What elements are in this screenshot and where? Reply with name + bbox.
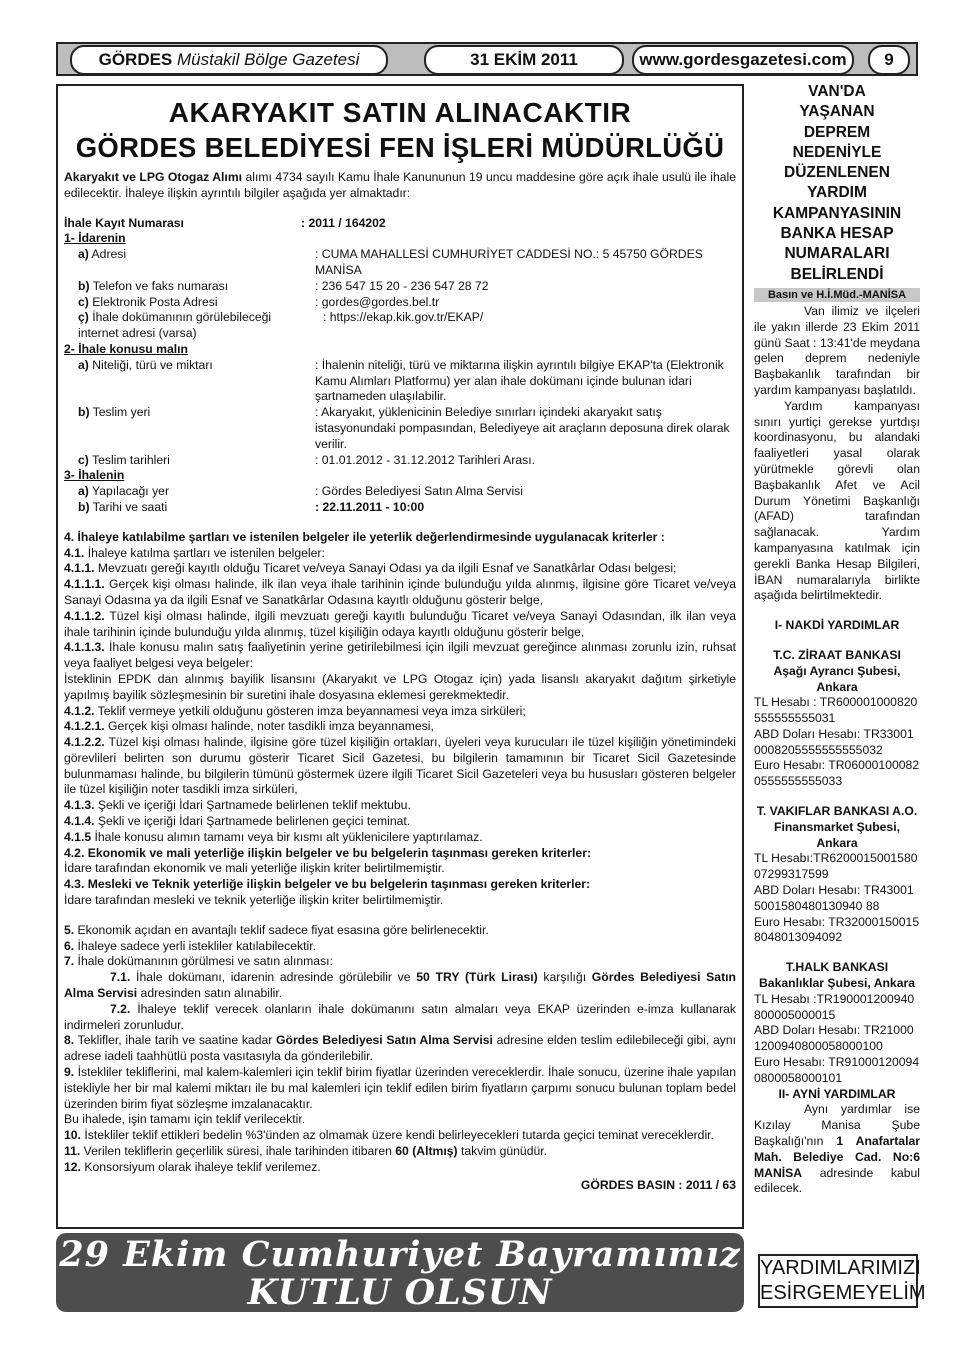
para-4-3: İdare tarafından mesleki ve teknik yeterliğe ilişkin kriter belirtilmemiştir.	[64, 893, 444, 908]
para-4-1-1: 4.1.1. Mevzuatı gereği kayıtlı olduğu Ticaret ve/veya Sanayi Odası ya da ilgili Esnaf ve Sanatkârlar Odası belgesi;	[64, 561, 677, 576]
para-7: 7. İhale dokümanının görülmesi ve satın alınması:	[64, 954, 333, 969]
appeal-box: YARDIMLARIMIZI ESİRGEMEYELİM	[758, 1254, 918, 1308]
row-venue: a) Yapılacağı yer : Gördes Belediyesi Satın Alma Servisi	[78, 484, 523, 499]
para-7-2: 7.2. İhaleye teklif verecek olanların ihale dokümanını satın almaları veya EKAP üzerinden e-imza kullanarak indirmeleri zorunludur.	[64, 1001, 736, 1032]
para-4-1-2-1: 4.1.2.1. Gerçek kişi olması halinde, noter tasdikli imza beyannamesi,	[64, 719, 434, 734]
bank1-eur: Euro Hesabı: TR060001000820555555555033	[754, 758, 920, 789]
para-epdk: İsteklinin EPDK dan alınmış bayilik lisansını (Akaryakıt ve LPG Otogaz için) yada lisanslı akaryakıt dağıtım şirketiyle yapılmış bayilik sözleşmesinin bir suretini ihale dosyasına eklemesi gerekmektedir.	[64, 671, 736, 702]
para-9: 9. İstekliler tekliflerini, mal kalem-kalemleri için teklif birim fiyatlar üzerinden vereceklerdir. İhale sonucu, üzerine ihale yapılan istekliyle her bir mal kalemi miktarı ile bu mal kalemleri için teklif edilen birim fiyatların çarpımı sonucu bulunan toplam bedel üzerinden birim fiyat sözleşme imzalanacaktır.	[64, 1065, 736, 1111]
page-number: 9	[868, 45, 910, 75]
sidebar-para-2: Yardım kampanyası sınırı yurtiçi gerekse yurtdışı koordinasyonu, bu alandaki faaliyetleri yasal olarak yürütmekle görevli olan Başbakanlık Afet ve Acil Durum Yönetimi Başkanlığı (AFAD) tarafından sağlanacak. Yardım kampanyasına katılmak için gerekli Banka Hesap Bilgileri, İBAN numaralarıyla birlikte aşağıda belirtilmektedir.	[754, 398, 920, 603]
para-4: 4. İhaleye katılabilme şartları ve istenilen belgeler ile yeterlik değerlendirmesinde uygulanacak kriterler :	[64, 529, 665, 544]
para-4-1: 4.1. İhaleye katılma şartları ve istenilen belgeler:	[64, 545, 325, 560]
issue-date: 31 EKİM 2011	[424, 45, 624, 75]
para-4-1-1-1: 4.1.1.1. Gerçek kişi olması halinde, ilk ilan veya ihale tarihinin içinde bulunduğu yılda alınmış, ilgisine göre Ticaret ve/veya Sanayi Odasına ya da ilgili Esnaf ve Sanatkârlar Odasına kayıtlı olduğunu gösterir belge,	[64, 577, 736, 607]
section-2: 2- İhale konusu malın	[64, 341, 188, 356]
para-12: 12. Konsorsiyum olarak ihaleye teklif verilemez.	[64, 1159, 321, 1174]
para-4-1-5: 4.1.5 İhale konusu alımın tamamı veya bir kısmı alt yüklenicilere yaptırılamaz.	[64, 829, 483, 844]
bank3-name: T.HALK BANKASI	[785, 960, 889, 975]
para-4-2-title: 4.2. Ekonomik ve mali yeterliğe ilişkin belgeler ve bu belgelerin taşınması gereken kriterler:	[64, 845, 591, 860]
banner-line-1: 29 Ekim Cumhuriyet Bayramımız	[59, 1234, 741, 1275]
bank1-usd: ABD Doları Hesabı: TR330010008205555555555032	[754, 726, 914, 757]
row-delivery-dates: c) Teslim tarihleri : 01.01.2012 - 31.12.2012 Tarihleri Arası.	[78, 452, 535, 467]
row-email: c) Elektronik Posta Adresi : gordes@gordes.bel.tr	[78, 294, 440, 309]
paper-name: GÖRDES Müstakil Bölge Gazetesi	[70, 45, 388, 75]
para-4-1-1-3: 4.1.1.3. İhale konusu malın satış faaliyetinin yerine getirilebilmesi için ilgili mevzuat gereğince alınması zorunlu izin, ruhsat veya faaliyet belgesi veya belgeler:	[64, 640, 736, 671]
para-10: 10. İstekliler teklif ettikleri bedelin %3'ünden az olmamak üzere kendi belirleyecekleri tutarda geçici teminat vereceklerdir.	[64, 1128, 714, 1143]
para-4-1-1-2: 4.1.1.2. Tüzel kişi olması halinde, ilgili mevzuatı gereği kayıtlı bulunduğu Ticaret ve/veya Sanayi Odasından, ilk ilan veya ihale tarihinin içinde bulunduğu yılda alınmış, tüzel kişiliğin odaya kayıtlı olduğunu gösterir belge,	[64, 608, 736, 639]
row-phone: b) Telefon ve faks numarası : 236 547 15 20 - 236 547 28 72	[78, 278, 489, 293]
para-4-1-2-2: 4.1.2.2. Tüzel kişi olması halinde, ilgisine göre tüzel kişiliğin ortakları, üyeleri veya kurucuları ile tüzel kişiliğin yönetimindeki görevlileri belirten son durumu gösterir Ticaret Sicil Gazetesi, bu bilgilerin tamamının bir Ticaret Sicil Gazetesinde bulunmaması halinde, bu bilgilerin tümünü göstermek üzere ilgili Ticaret Sicil Gazeteleri veya bu hususları gösteren belgeler ile tüzel kişiliğin noter tasdikli imza sirküleri,	[64, 735, 736, 797]
para-4-2: İdare tarafından ekonomik ve mali yeterliğe ilişkin kriter belirtilmemiştir.	[64, 861, 445, 876]
notice-intro: Akaryakıt ve LPG Otogaz Alımı alımı 4734 sayılı Kamu İhale Kanununun 19 uncu maddesine göre açık ihale usulü ile ihale edilecektir. İhaleye ilişkin ayrıntılı bilgiler aşağıda yer almaktadır:	[64, 170, 736, 200]
banner-line-2: KUTLU OLSUN	[247, 1272, 553, 1313]
sidebar-article	[754, 82, 920, 1197]
row-address: a) Adresi : CUMA MAHALLESİ CUMHURİYET CADDESİ NO.: 5 45750 GÖRDES MANİSA	[78, 247, 703, 277]
registration-row: İhale Kayıt Numarası : 2011 / 164202	[64, 215, 386, 230]
section-3: 3- İhalenin	[64, 468, 125, 483]
row-datetime: b) Tarihi ve saati : 22.11.2011 - 10:00	[78, 499, 425, 514]
notice-title: AKARYAKIT SATIN ALINACAKTIR	[168, 97, 632, 128]
para-8: 8. Teklifler, ihale tarih ve saatine kadar Gördes Belediyesi Satın Alma Servisi adresine elden teslim edilebileceği gibi, aynı adrese iadeli taahhütlü posta vasıtasıyla da gönderilebilir.	[64, 1033, 737, 1064]
para-9b: Bu ihalede, işin tamamı için teklif verilecektir.	[64, 1112, 306, 1127]
bank2-name: T. VAKIFLAR BANKASI A.O.	[756, 804, 918, 819]
bank3-branch: Bakanlıklar Şubesi, Ankara	[758, 976, 916, 991]
bank1-branch: Aşağı Ayrancı Şubesi, Ankara	[773, 663, 901, 694]
bank2-eur: Euro Hesabı: TR320001500158048013094092	[754, 914, 920, 945]
page-header	[56, 42, 918, 76]
para-5: 5. Ekonomik açıdan en avantajlı teklif sadece fiyat esasına göre belirlenecektir.	[64, 922, 489, 937]
bank2-usd: ABD Doları Hesabı: TR430015001580480130940 88	[754, 883, 914, 913]
para-4-1-3: 4.1.3. Şekli ve içeriği İdari Şartnamede belirlenen teklif mektubu.	[64, 798, 411, 813]
sidebar-headline: VAN'DA YAŞANAN DEPREM NEDENİYLE DÜZENLENEN YARDIM KAMPANYASININ BANKA HESAP NUMARALARI BELİRLENDİ	[772, 83, 902, 283]
para-6: 6. İhaleye sadece yerli istekliler katılabilecektir.	[64, 938, 316, 953]
section-in-kind: II- AYNİ YARDIMLAR	[778, 1086, 896, 1101]
sidebar-para-1: Van ilimiz ve ilçeleri ile yakın illerde 23 Ekim 2011 günü Saat : 13:41'de meydana gelen deprem nedeniyle Başbakanlık tarafından bir yardım kampanyası başlatıldı.	[754, 303, 920, 397]
para-4-3-title: 4.3. Mesleki ve Teknik yeterliğe ilişkin belgeler ve bu belgelerin taşınması gereken kriterler:	[64, 877, 591, 892]
bank1-name: T.C. ZİRAAT BANKASI	[773, 647, 901, 662]
row-nature: a) Niteliği, türü ve miktarı : İhalenin niteliği, türü ve miktarına ilişkin ayrıntılı bilgiye EKAP'ta (Elektronik Kamu Alımları Platformu) yer alan ihale dokümanı içinde bulunan idari şartnameden ulaşılabilir.	[78, 357, 724, 404]
press-signature: GÖRDES BASIN : 2011 / 63	[580, 1177, 736, 1192]
bank1-tl: TL Hesabı : TR600001000820555555555031	[754, 695, 918, 726]
procurement-notice	[56, 84, 744, 1229]
para-11: 11. Verilen tekliflerin geçerlilik süresi, ihale tarihinden itibaren 60 (Altmış) takvim günüdür.	[64, 1144, 548, 1159]
bank3-usd: ABD Doları Hesabı: TR210001200940800058000100	[754, 1023, 914, 1054]
bank3-tl: TL Hesabı :TR190001200940800005000015	[754, 991, 915, 1022]
notice-subtitle: GÖRDES BELEDİYESİ FEN İŞLERİ MÜDÜRLÜĞÜ	[75, 132, 725, 163]
section-1: 1- İdarenin	[64, 231, 126, 246]
row-delivery-place: b) Teslim yeri : Akaryakıt, yüklenicinin Belediye sınırları içindeki akaryakıt satış istasyonundaki pompasından, Belediyeye ait araçların deposuna direk olarak verilir.	[78, 405, 730, 451]
para-7-1: 7.1. İhale dokümanı, idarenin adresinde görülebilir ve 50 TRY (Türk Lirası) karşılığı Gördes Belediyesi Satın Alma Servisi adresinden satın alınabilir.	[64, 970, 736, 1001]
section-cash: I- NAKDİ YARDIMLAR	[774, 618, 900, 633]
para-4-1-4: 4.1.4. Şekli ve içeriği İdari Şartnamede belirlenen geçici teminat.	[64, 814, 411, 829]
bank3-eur: Euro Hesabı: TR910001200940800058000101	[754, 1055, 920, 1085]
bank2-branch: Finansmarket Şubesi, Ankara	[774, 819, 900, 850]
sidebar-source: Basın ve H.İ.Müd.-MANİSA	[754, 288, 920, 302]
row-web: ç) İhale dokümanının görülebileceği internet adresi (varsa) : https://ekap.kik.gov.tr/EKAP/	[78, 310, 484, 341]
holiday-banner	[56, 1233, 744, 1312]
website: www.gordesgazetesi.com	[632, 45, 854, 75]
bank2-tl: TL Hesabı:TR620001500158007299317599	[754, 851, 918, 882]
sidebar-para-3: Aynı yardımlar ise Kızılay Manisa Şube Başkalığı'nın 1 Anafartalar Mah. Belediye Cad. No:6 MANİSA adresinde kabul edilecek.	[754, 1102, 920, 1196]
para-4-1-2: 4.1.2. Teklif vermeye yetkili olduğunu gösteren imza beyannamesi veya imza sirküleri;	[64, 703, 526, 718]
